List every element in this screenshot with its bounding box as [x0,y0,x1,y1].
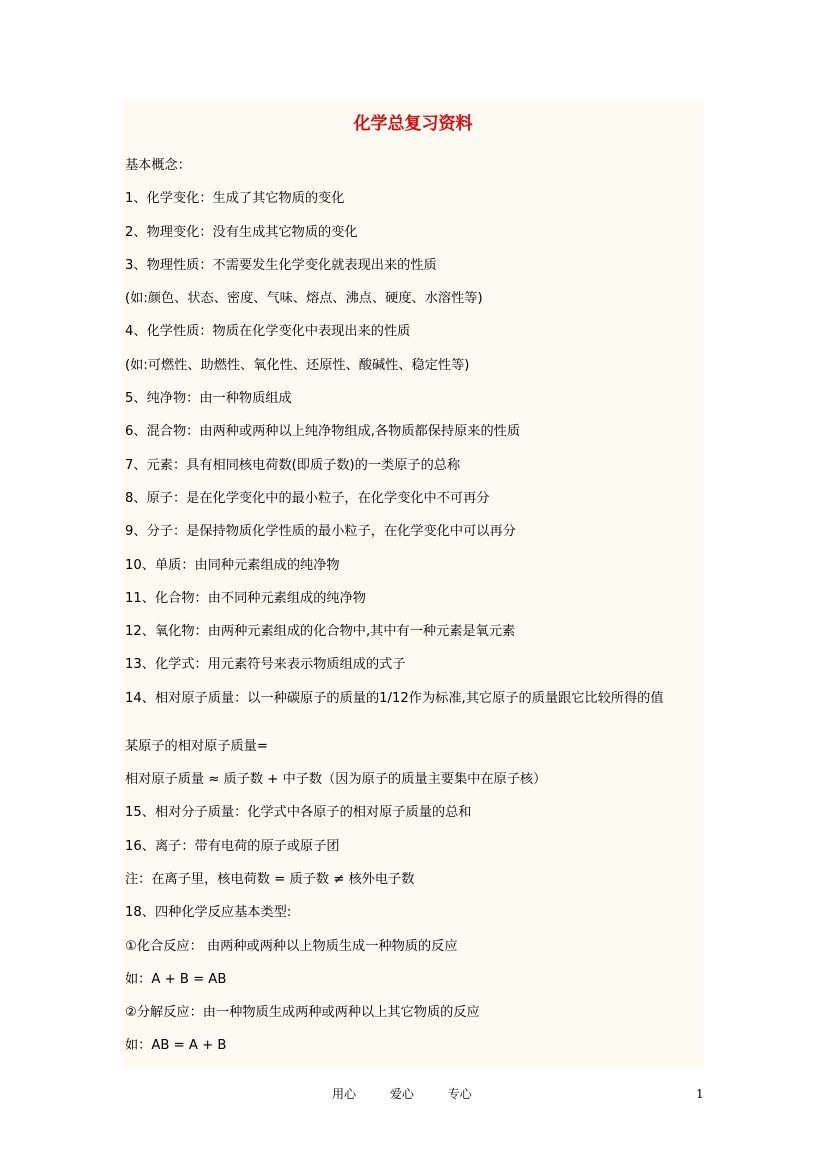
text-line: 如：AB = A + B [125,1038,227,1054]
text-line: 13、化学式：用元素符号来表示物质组成的式子 [125,657,406,673]
text-line: 18、四种化学反应基本类型: [125,905,292,921]
document-title: 化学总复习资料 [353,114,473,134]
section-heading: 基本概念： [125,158,191,173]
text-line: 3、物理性质：不需要发生化学变化就表现出来的性质 [125,257,437,273]
text-line: 4、化学性质：物质在化学变化中表现出来的性质 [125,324,411,340]
text-line: 12、氧化物：由两种元素组成的化合物中,其中有一种元素是氧元素 [125,624,516,640]
text-line: (如:颜色、状态、密度、气味、熔点、沸点、硬度、水溶性等) [125,291,483,307]
text-line: 注：在离子里，核电荷数 = 质子数 ≠ 核外电子数 [125,871,415,887]
text-line: 7、元素：具有相同核电荷数(即质子数)的一类原子的总称 [125,457,461,473]
text-line: 如：A + B = AB [125,971,227,987]
text-line: 11、化合物：由不同种元素组成的纯净物 [125,590,366,606]
text-line: 1、化学变化：生成了其它物质的变化 [125,191,345,207]
text-line: 15、相对分子质量：化学式中各原子的相对原子质量的总和 [125,805,472,821]
text-line: 2、物理变化：没有生成其它物质的变化 [125,224,358,240]
text-line: 9、分子：是保持物质化学性质的最小粒子，在化学变化中可以再分 [125,524,516,540]
document-page [122,101,704,1067]
footer-mottos [332,1086,502,1102]
text-line: 10、单质：由同种元素组成的纯净物 [125,557,340,573]
document-body [125,157,703,1071]
text-line: 某原子的相对原子质量= [125,738,268,754]
text-line: ②分解反应：由一种物质生成两种或两种以上其它物质的反应 [125,1005,480,1021]
text-line: 相对原子质量 ≈ 质子数 + 中子数（因为原子的质量主要集中在原子核） [125,772,547,788]
text-line: 16、离子：带有电荷的原子或原子团 [125,838,340,854]
footer-motto: 专心 [447,1087,472,1101]
text-line: 6、混合物：由两种或两种以上纯净物组成,各物质都保持原来的性质 [125,424,521,440]
text-line: (如:可燃性、助燃性、氧化性、还原性、酸碱性、稳定性等) [125,357,470,373]
footer-motto: 爱心 [389,1087,414,1101]
text-line: 5、纯净物：由一种物质组成 [125,391,292,407]
text-line: ①化合反应： 由两种或两种以上物质生成一种物质的反应 [125,938,458,954]
text-line: 8、原子：是在化学变化中的最小粒子，在化学变化中不可再分 [125,490,490,506]
text-line: 14、相对原子质量：以一种碳原子的质量的1/12作为标准,其它原子的质量跟它比较所得的值 [125,690,664,706]
footer-motto: 用心 [332,1087,357,1101]
page-number: 1 [696,1087,704,1101]
